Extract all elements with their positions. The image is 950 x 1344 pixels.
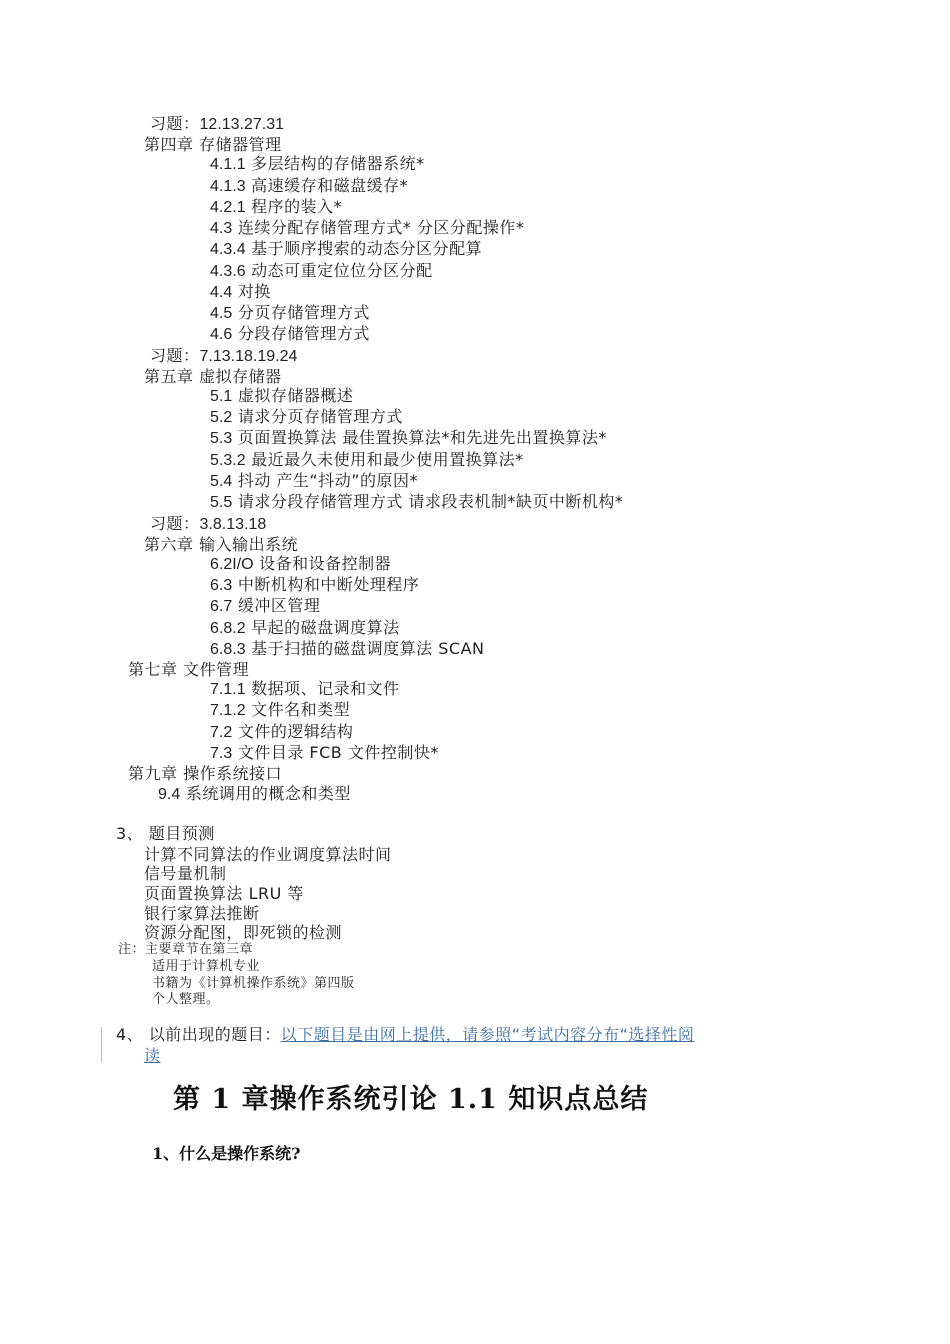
outline-line xyxy=(210,596,320,617)
section-number: 5.2 xyxy=(210,409,233,426)
outline-line xyxy=(210,471,418,492)
section-title: 文件目录 FCB 文件控制快* xyxy=(232,743,439,762)
section-title: 系统调用的概念和类型 xyxy=(180,784,351,803)
outline-line xyxy=(210,154,425,175)
outline-line xyxy=(210,722,353,743)
outline-line xyxy=(128,660,249,680)
chapter-heading: 第 1 章操作系统引论 1.1 知识点总结 xyxy=(173,1084,649,1115)
outline-line xyxy=(144,135,282,155)
note-line: 适用于计算机专业 xyxy=(152,959,261,974)
outline-line xyxy=(150,114,284,135)
section-title: 连续分配存储管理方式* 分区分配操作* xyxy=(232,218,525,237)
section-title: 资源分配图，即死锁的检测 xyxy=(144,923,343,942)
section-number: 6.8.3 xyxy=(210,641,246,658)
outline-line xyxy=(210,407,403,428)
section-title: 文件名和类型 xyxy=(245,700,351,719)
section-number: 9.4 xyxy=(158,786,181,803)
section-title: 习题： xyxy=(150,346,200,365)
outline-line xyxy=(150,346,297,367)
section-number: 4.4 xyxy=(210,284,233,301)
outline-line xyxy=(210,261,433,282)
section-4-link-end[interactable]: 读 xyxy=(144,1046,161,1065)
outline-line xyxy=(144,864,227,884)
section-title: 分段存储管理方式 xyxy=(232,324,370,343)
section-title: 3、 题目预测 xyxy=(116,824,215,843)
section-number: 7.13.18.19.24 xyxy=(199,348,298,365)
note-line: 书籍为《计算机操作系统》第四版 xyxy=(152,976,355,991)
section-number: 4.1.3 xyxy=(210,178,246,195)
section-title: 动态可重定位位分区分配 xyxy=(245,261,433,280)
section-title: 早起的磁盘调度算法 xyxy=(245,618,400,637)
outline-line xyxy=(144,535,298,555)
outline-line xyxy=(210,324,370,345)
section-number: 5.4 xyxy=(210,473,233,490)
outline-line xyxy=(144,884,304,904)
section-title: 第六章 输入输出系统 xyxy=(144,535,299,554)
section-title: 虚拟存储器概述 xyxy=(232,386,354,405)
section-title: 高速缓存和磁盘缓存* xyxy=(245,176,409,195)
outline-line xyxy=(150,514,266,535)
section-number: 3.8.13.18 xyxy=(199,516,267,533)
section-4-line xyxy=(116,1025,694,1045)
section-title: 第九章 操作系统接口 xyxy=(128,764,283,783)
outline-line xyxy=(210,176,408,197)
section-title: 第四章 存储器管理 xyxy=(144,135,282,154)
section-title: 计算不同算法的作业调度算法时间 xyxy=(144,845,392,864)
section-number: 7.2 xyxy=(210,724,233,741)
section-number: 7.1.1 xyxy=(210,681,246,698)
outline-line xyxy=(210,239,482,260)
outline-line xyxy=(210,679,400,700)
section-title: 页面置换算法 LRU 等 xyxy=(144,884,304,903)
outline-line xyxy=(210,575,419,596)
section-title: 中断机构和中断处理程序 xyxy=(232,575,420,594)
section-number: 6.7 xyxy=(210,598,233,615)
outline-line xyxy=(210,428,607,449)
outline-line xyxy=(158,784,351,805)
section-4-link[interactable]: 以下题目是由网上提供，请参照“考试内容分布“选择性阅 xyxy=(280,1025,695,1044)
section-4-prefix: 4、 以前出现的题目： xyxy=(116,1025,281,1044)
note-line: 注：主要章节在第三章 xyxy=(118,942,254,957)
outline-line xyxy=(210,386,353,407)
outline-line xyxy=(144,367,282,387)
outline-line xyxy=(128,764,282,784)
section-title: 信号量机制 xyxy=(144,864,227,883)
outline-line xyxy=(144,923,342,943)
outline-line xyxy=(210,450,524,471)
section-title: 银行家算法推断 xyxy=(144,904,260,923)
outline-line xyxy=(210,282,271,303)
section-number: 4.1.1 xyxy=(210,156,246,173)
section-number: 4.2.1 xyxy=(210,199,246,216)
section-title: 程序的装入* xyxy=(245,197,343,216)
section-title: 基于顺序搜索的动态分区分配算 xyxy=(245,239,483,258)
section-number: 7.3 xyxy=(210,745,233,762)
section-number: 5.1 xyxy=(210,388,233,405)
outline-line xyxy=(210,554,391,575)
section-number: 7.1.2 xyxy=(210,702,246,719)
outline-line xyxy=(210,639,485,660)
section-number: 4.3.6 xyxy=(210,263,246,280)
section-4-link-continued xyxy=(144,1046,161,1066)
section-title: 文件的逻辑结构 xyxy=(232,722,354,741)
question-heading: 1、什么是操作系统? xyxy=(152,1144,301,1163)
section-title: 对换 xyxy=(232,282,271,301)
section-number: 12.13.27.31 xyxy=(199,116,285,133)
section-title: 分页存储管理方式 xyxy=(232,303,370,322)
section-title: 习题： xyxy=(150,114,200,133)
note-line: 个人整理。 xyxy=(152,992,220,1007)
section-title: 请求分页存储管理方式 xyxy=(232,407,403,426)
section-number: 4.3 xyxy=(210,220,233,237)
outline-line xyxy=(210,303,370,324)
section-number: 5.3.2 xyxy=(210,452,246,469)
section-number: 6.3 xyxy=(210,577,233,594)
outline-line xyxy=(144,904,260,924)
section-number: 5.5 xyxy=(210,494,233,511)
section-number: 6.2I/O xyxy=(210,556,254,573)
section-title: 请求分段存储管理方式 请求段表机制*缺页中断机构* xyxy=(232,492,624,511)
outline-line xyxy=(210,197,342,218)
outline-line xyxy=(210,618,400,639)
revision-bar xyxy=(101,1027,102,1063)
section-title: 页面置换算法 最佳置换算法*和先进先出置换算法* xyxy=(232,428,607,447)
outline-line xyxy=(210,492,623,513)
section-number: 4.5 xyxy=(210,305,233,322)
outline-line xyxy=(210,743,439,764)
outline-line xyxy=(210,700,350,721)
section-number: 4.6 xyxy=(210,326,233,343)
section-title: 数据项、记录和文件 xyxy=(245,679,400,698)
section-number: 6.8.2 xyxy=(210,620,246,637)
section-title: 缓冲区管理 xyxy=(232,596,321,615)
outline-line xyxy=(144,845,392,865)
section-title: 基于扫描的磁盘调度算法 SCAN xyxy=(245,639,485,658)
outline-line xyxy=(210,218,524,239)
section-title: 第七章 文件管理 xyxy=(128,660,250,679)
section-title: 设备和设备控制器 xyxy=(253,554,392,573)
section-title: 最近最久未使用和最少使用置换算法* xyxy=(245,450,524,469)
section-number: 5.3 xyxy=(210,430,233,447)
section-title: 习题： xyxy=(150,514,200,533)
section-number: 4.3.4 xyxy=(210,241,246,258)
outline-line xyxy=(116,824,215,844)
section-title: 抖动 产生“抖动”的原因* xyxy=(232,471,419,490)
section-title: 第五章 虚拟存储器 xyxy=(144,367,282,386)
section-title: 多层结构的存储器系统* xyxy=(245,154,425,173)
